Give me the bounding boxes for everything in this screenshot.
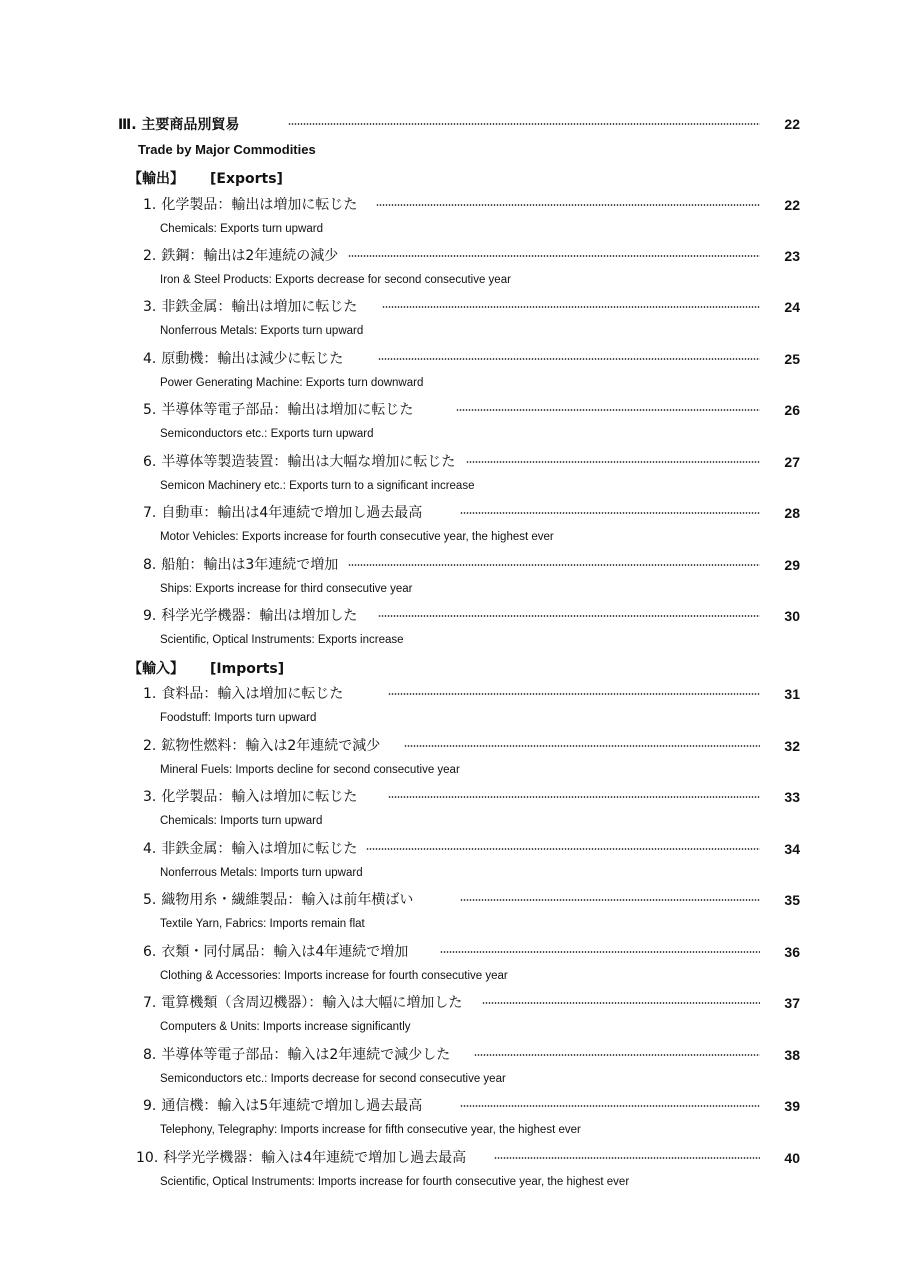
dot-leader	[482, 1002, 760, 1004]
item-number: 9.	[143, 1098, 157, 1114]
item-number: 2.	[143, 738, 157, 754]
page-number[interactable]: 30	[784, 608, 800, 624]
import-item[interactable]	[143, 1045, 450, 1065]
item-number: 6.	[143, 944, 157, 960]
export-item[interactable]	[143, 503, 422, 523]
page-number[interactable]: 35	[784, 892, 800, 908]
page-number[interactable]: 26	[784, 402, 800, 418]
page-number[interactable]: 28	[784, 505, 800, 521]
item-title-jp: 科学光学機器：輸出は増加した	[161, 608, 358, 624]
item-title-jp: 原動機：輸出は減少に転じた	[161, 351, 344, 367]
item-number: 5.	[143, 402, 157, 418]
item-title-en: Ships: Exports increase for third consecutive year	[160, 583, 413, 595]
item-number: 9.	[143, 608, 157, 624]
item-title-jp: 半導体等電子部品：輸出は増加に転じた	[161, 402, 414, 418]
dot-leader	[366, 848, 760, 850]
page-number[interactable]: 27	[784, 454, 800, 470]
import-item[interactable]	[143, 787, 357, 807]
export-item[interactable]	[143, 297, 357, 317]
exports-heading-en: [Exports]	[210, 171, 283, 187]
item-number: 7.	[143, 505, 157, 521]
item-number: 3.	[143, 789, 157, 805]
page-number[interactable]: 31	[784, 686, 800, 702]
item-title-en: Iron & Steel Products: Exports decrease for second consecutive year	[160, 274, 511, 286]
export-item[interactable]	[143, 195, 357, 215]
item-title-en: Chemicals: Imports turn upward	[160, 815, 323, 827]
dot-leader	[376, 204, 760, 206]
import-item[interactable]	[143, 684, 343, 704]
dot-leader	[348, 255, 760, 257]
item-number: 4.	[143, 351, 157, 367]
item-number: 1.	[143, 197, 157, 213]
item-title-en: Chemicals: Exports turn upward	[160, 223, 323, 235]
imports-heading-en: [Imports]	[210, 661, 285, 677]
item-title-en: Scientific, Optical Instruments: Imports increase for fourth consecutive year, the highest ever	[160, 1176, 630, 1188]
page-number[interactable]: 22	[784, 116, 800, 132]
dot-leader	[288, 123, 760, 125]
dot-leader	[388, 796, 760, 798]
item-title-jp: 食料品：輸入は増加に転じた	[161, 686, 344, 702]
dot-leader	[460, 512, 760, 514]
item-title-en: Scientific, Optical Instruments: Exports increase	[160, 634, 404, 646]
item-title-jp: 化学製品：輸出は増加に転じた	[161, 197, 358, 213]
item-title-en: Motor Vehicles: Exports increase for fourth consecutive year, the highest ever	[160, 531, 554, 543]
dot-leader	[460, 899, 760, 901]
item-title-en: Telephony, Telegraphy: Imports increase for fifth consecutive year, the highest ever	[160, 1124, 581, 1136]
item-title-jp: 化学製品：輸入は増加に転じた	[161, 789, 358, 805]
item-number: 2.	[143, 248, 157, 264]
item-title-en: Nonferrous Metals: Exports turn upward	[160, 325, 364, 337]
import-item[interactable]	[143, 736, 380, 756]
item-title-en: Mineral Fuels: Imports decline for second consecutive year	[160, 764, 460, 776]
import-item[interactable]	[143, 942, 408, 962]
imports-heading	[128, 658, 284, 678]
item-title-jp: 非鉄金属：輸出は増加に転じた	[161, 299, 358, 315]
import-item[interactable]	[143, 993, 462, 1013]
item-title-jp: 非鉄金属：輸入は増加に転じた	[161, 841, 358, 857]
item-title-en: Clothing & Accessories: Imports increase for fourth consecutive year	[160, 970, 508, 982]
item-title-jp: 織物用糸・繊維製品：輸入は前年横ばい	[161, 892, 414, 908]
dot-leader	[388, 693, 760, 695]
item-number: 6.	[143, 454, 157, 470]
export-item[interactable]	[143, 606, 357, 626]
export-item[interactable]	[143, 452, 455, 472]
page-number[interactable]: 40	[784, 1150, 800, 1166]
exports-heading-jp: 【輸出】	[128, 171, 184, 187]
dot-leader	[494, 1157, 760, 1159]
page-number[interactable]: 39	[784, 1098, 800, 1114]
export-item[interactable]	[143, 400, 413, 420]
section-subtitle: Trade by Major Commodities	[138, 142, 316, 157]
dot-leader	[460, 1105, 760, 1107]
import-item[interactable]	[136, 1148, 466, 1168]
item-title-jp: 自動車：輸出は4年連続で増加し過去最高	[161, 505, 423, 521]
dot-leader	[466, 461, 760, 463]
exports-heading	[128, 168, 283, 188]
imports-heading-jp: 【輸入】	[128, 661, 184, 677]
item-title-jp: 衣類・同付属品：輸入は4年連続で増加	[161, 944, 409, 960]
page-number[interactable]: 32	[784, 738, 800, 754]
dot-leader	[404, 745, 760, 747]
item-title-en: Foodstuff: Imports turn upward	[160, 712, 317, 724]
dot-leader	[440, 951, 760, 953]
item-title-en: Textile Yarn, Fabrics: Imports remain flat	[160, 918, 365, 930]
item-number: 8.	[143, 557, 157, 573]
dot-leader	[378, 358, 760, 360]
item-title-en: Semiconductors etc.: Imports decrease for second consecutive year	[160, 1073, 506, 1085]
page-number[interactable]: 34	[784, 841, 800, 857]
dot-leader	[474, 1054, 760, 1056]
item-title-jp: 鉄鋼：輸出は2年連続の減少	[161, 248, 339, 264]
item-title-en: Semicon Machinery etc.: Exports turn to a significant increase	[160, 480, 475, 492]
item-title-en: Semiconductors etc.: Exports turn upward	[160, 428, 374, 440]
import-item[interactable]	[143, 839, 357, 859]
item-title-jp: 半導体等製造装置：輸出は大幅な増加に転じた	[161, 454, 456, 470]
import-item[interactable]	[143, 890, 413, 910]
item-title-jp: 船舶：輸出は3年連続で増加	[161, 557, 339, 573]
export-item[interactable]	[143, 555, 338, 575]
export-item[interactable]	[143, 246, 338, 266]
dot-leader	[456, 409, 760, 411]
item-number: 1.	[143, 686, 157, 702]
page-number[interactable]: 36	[784, 944, 800, 960]
section-title: Ⅲ. 主要商品別貿易	[118, 117, 240, 133]
import-item[interactable]	[143, 1096, 422, 1116]
page-number[interactable]: 38	[784, 1047, 800, 1063]
item-title-jp: 科学光学機器：輸入は4年連続で増加し過去最高	[163, 1150, 467, 1166]
item-title-jp: 電算機類（含周辺機器）：輸入は大幅に増加した	[161, 995, 463, 1011]
item-title-en: Nonferrous Metals: Imports turn upward	[160, 867, 363, 879]
item-number: 4.	[143, 841, 157, 857]
item-number: 10.	[136, 1150, 159, 1166]
item-title-en: Computers & Units: Imports increase significantly	[160, 1021, 411, 1033]
page-number[interactable]: 22	[784, 197, 800, 213]
dot-leader	[378, 615, 760, 617]
item-title-jp: 半導体等電子部品：輸入は2年連続で減少した	[161, 1047, 451, 1063]
export-item[interactable]	[143, 349, 343, 369]
page-number[interactable]: 29	[784, 557, 800, 573]
item-number: 5.	[143, 892, 157, 908]
item-title-jp: 通信機：輸入は5年連続で増加し過去最高	[161, 1098, 423, 1114]
item-number: 7.	[143, 995, 157, 1011]
item-title-jp: 鉱物性燃料：輸入は2年連続で減少	[161, 738, 381, 754]
page-number[interactable]: 37	[784, 995, 800, 1011]
dot-leader	[382, 306, 760, 308]
item-title-en: Power Generating Machine: Exports turn downward	[160, 377, 424, 389]
page-number[interactable]: 24	[784, 299, 800, 315]
page-number[interactable]: 25	[784, 351, 800, 367]
page-number[interactable]: 33	[784, 789, 800, 805]
page-number[interactable]: 23	[784, 248, 800, 264]
item-number: 3.	[143, 299, 157, 315]
dot-leader	[348, 564, 760, 566]
item-number: 8.	[143, 1047, 157, 1063]
